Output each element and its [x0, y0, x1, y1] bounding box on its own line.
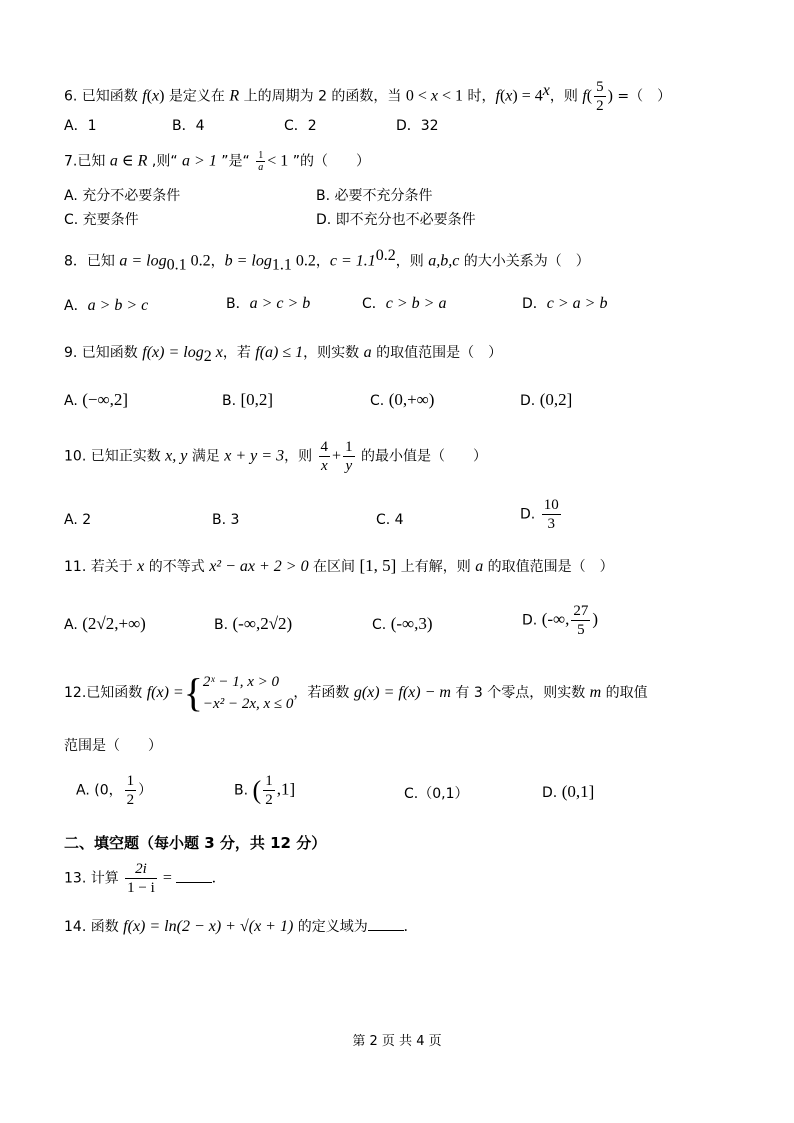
- option-6d[interactable]: D．32: [396, 118, 439, 134]
- option-11c[interactable]: C. (-∞,3): [372, 614, 433, 633]
- fraction-4-x: $\frac{4}{x}$: [320, 439, 329, 474]
- section-2-heading: 二、填空题（每小题 3 分，共 12 分）: [64, 834, 327, 852]
- option-12d[interactable]: D. (0,1]: [542, 782, 595, 801]
- fraction-10-3: $\frac{10}{3}$: [543, 497, 559, 532]
- option-9d[interactable]: D. (0,2]: [520, 390, 573, 409]
- option-8b[interactable]: B．a > c > b: [226, 295, 311, 312]
- question-7: 7.已知 a ∈ R ,则“ a > 1 ”是“ $\frac{1}{a}$ < 1 ”的（ ）: [64, 150, 370, 173]
- option-6b[interactable]: B．4: [172, 118, 205, 134]
- option-7a[interactable]: A. 充分不必要条件: [64, 188, 181, 204]
- option-10d[interactable]: D. $\frac{10}{3}$: [520, 497, 559, 532]
- question-14: 14. 函数 f(x) = ln(2 − x) + √(x + 1) 的定义域为 .: [64, 918, 408, 935]
- fraction-27-5: $\frac{27}{5}$: [573, 603, 589, 638]
- option-11b[interactable]: B. (-∞,2√2): [214, 614, 293, 633]
- answer-blank-14[interactable]: [368, 916, 404, 931]
- question-13: 13. 计算 $\frac{2i}{1 - i}$ = .: [64, 861, 216, 896]
- question-12-line2: 范围是（ ）: [64, 738, 162, 754]
- option-9c[interactable]: C. (0,+∞): [370, 390, 435, 409]
- fraction-1-2: $\frac{1}{2}$: [126, 773, 135, 808]
- fraction-1-a: $\frac{1}{a}$: [258, 150, 264, 173]
- option-11d[interactable]: D. (-∞, $\frac{27}{5}$ ): [522, 603, 599, 638]
- page-footer: 第 2 页 共 4 页: [352, 1034, 442, 1049]
- option-12b[interactable]: B. ( $\frac{1}{2}$ ,1]: [234, 773, 296, 808]
- option-8c[interactable]: C．c > b > a: [362, 295, 447, 312]
- option-6c[interactable]: C．2: [284, 118, 317, 134]
- question-8: 8．已知 $a = \log_{0.1} 0.2$，$b = \log_{1.1} 0.2$，$c = 1.1^{0.2}$，则 a,b,c 的大小关系为（ ）: [64, 247, 590, 274]
- option-8a[interactable]: A．a > b > c: [64, 297, 149, 314]
- option-7b[interactable]: B. 必要不充分条件: [316, 188, 433, 204]
- piecewise-brace: {: [183, 670, 203, 715]
- option-7c[interactable]: C. 充要条件: [64, 212, 139, 228]
- option-7d[interactable]: D. 即不充分也不必要条件: [316, 212, 476, 228]
- fraction-2i-1-i: $\frac{2i}{1 - i}$: [127, 861, 155, 896]
- fraction-1-y: $\frac{1}{y}$: [345, 439, 353, 474]
- question-6: 6. 已知函数 f(x) 是定义在 R 上的周期为 2 的函数，当 0 < x < 1 时，$f(x) = 4^x$，则 f( $\frac{5}{2}$ ) =（ ）: [64, 79, 672, 114]
- option-9b[interactable]: B. [0,2]: [222, 390, 274, 409]
- option-8d[interactable]: D．c > a > b: [522, 295, 608, 312]
- option-6a[interactable]: A．1: [64, 118, 97, 134]
- option-9a[interactable]: A. (−∞,2]: [64, 390, 129, 409]
- option-10b[interactable]: B. 3: [212, 512, 240, 528]
- answer-blank-13[interactable]: [176, 868, 212, 883]
- question-9: 9. 已知函数 $f(x) = \log_2 x$，若 f(a) ≤ 1，则实数 a 的取值范围是（ ）: [64, 344, 503, 365]
- option-10a[interactable]: A. 2: [64, 512, 92, 528]
- piecewise-cases: 2ˣ − 1, x > 0 −x² − 2x, x ≤ 0: [202, 674, 294, 712]
- question-10: 10. 已知正实数 x, y 满足 x + y = 3，则 $\frac{4}{x}$ + $\frac{1}{y}$ 的最小值是（ ）: [64, 439, 488, 474]
- option-10c[interactable]: C. 4: [376, 512, 404, 528]
- question-11: 11. 若关于 x 的不等式 x² − ax + 2 > 0 在区间 [1, 5] 上有解，则 a 的取值范围是（ ）: [64, 556, 614, 575]
- fraction-5-2: $\frac{5}{2}$: [596, 79, 604, 114]
- option-11a[interactable]: A. (2√2,+∞): [64, 614, 146, 633]
- fraction-1-2-b: $\frac{1}{2}$: [265, 773, 273, 808]
- option-12c[interactable]: C.（0,1）: [404, 786, 469, 802]
- question-12: 12.已知函数 f(x) ={ 2ˣ − 1, x > 0 −x² − 2x, x ≤ 0 ，若函数 g(x) = f(x) − m 有 3 个零点，则实数 m 的取值: [64, 670, 648, 715]
- option-12a[interactable]: A. (0， $\frac{1}{2}$ ）: [76, 773, 153, 808]
